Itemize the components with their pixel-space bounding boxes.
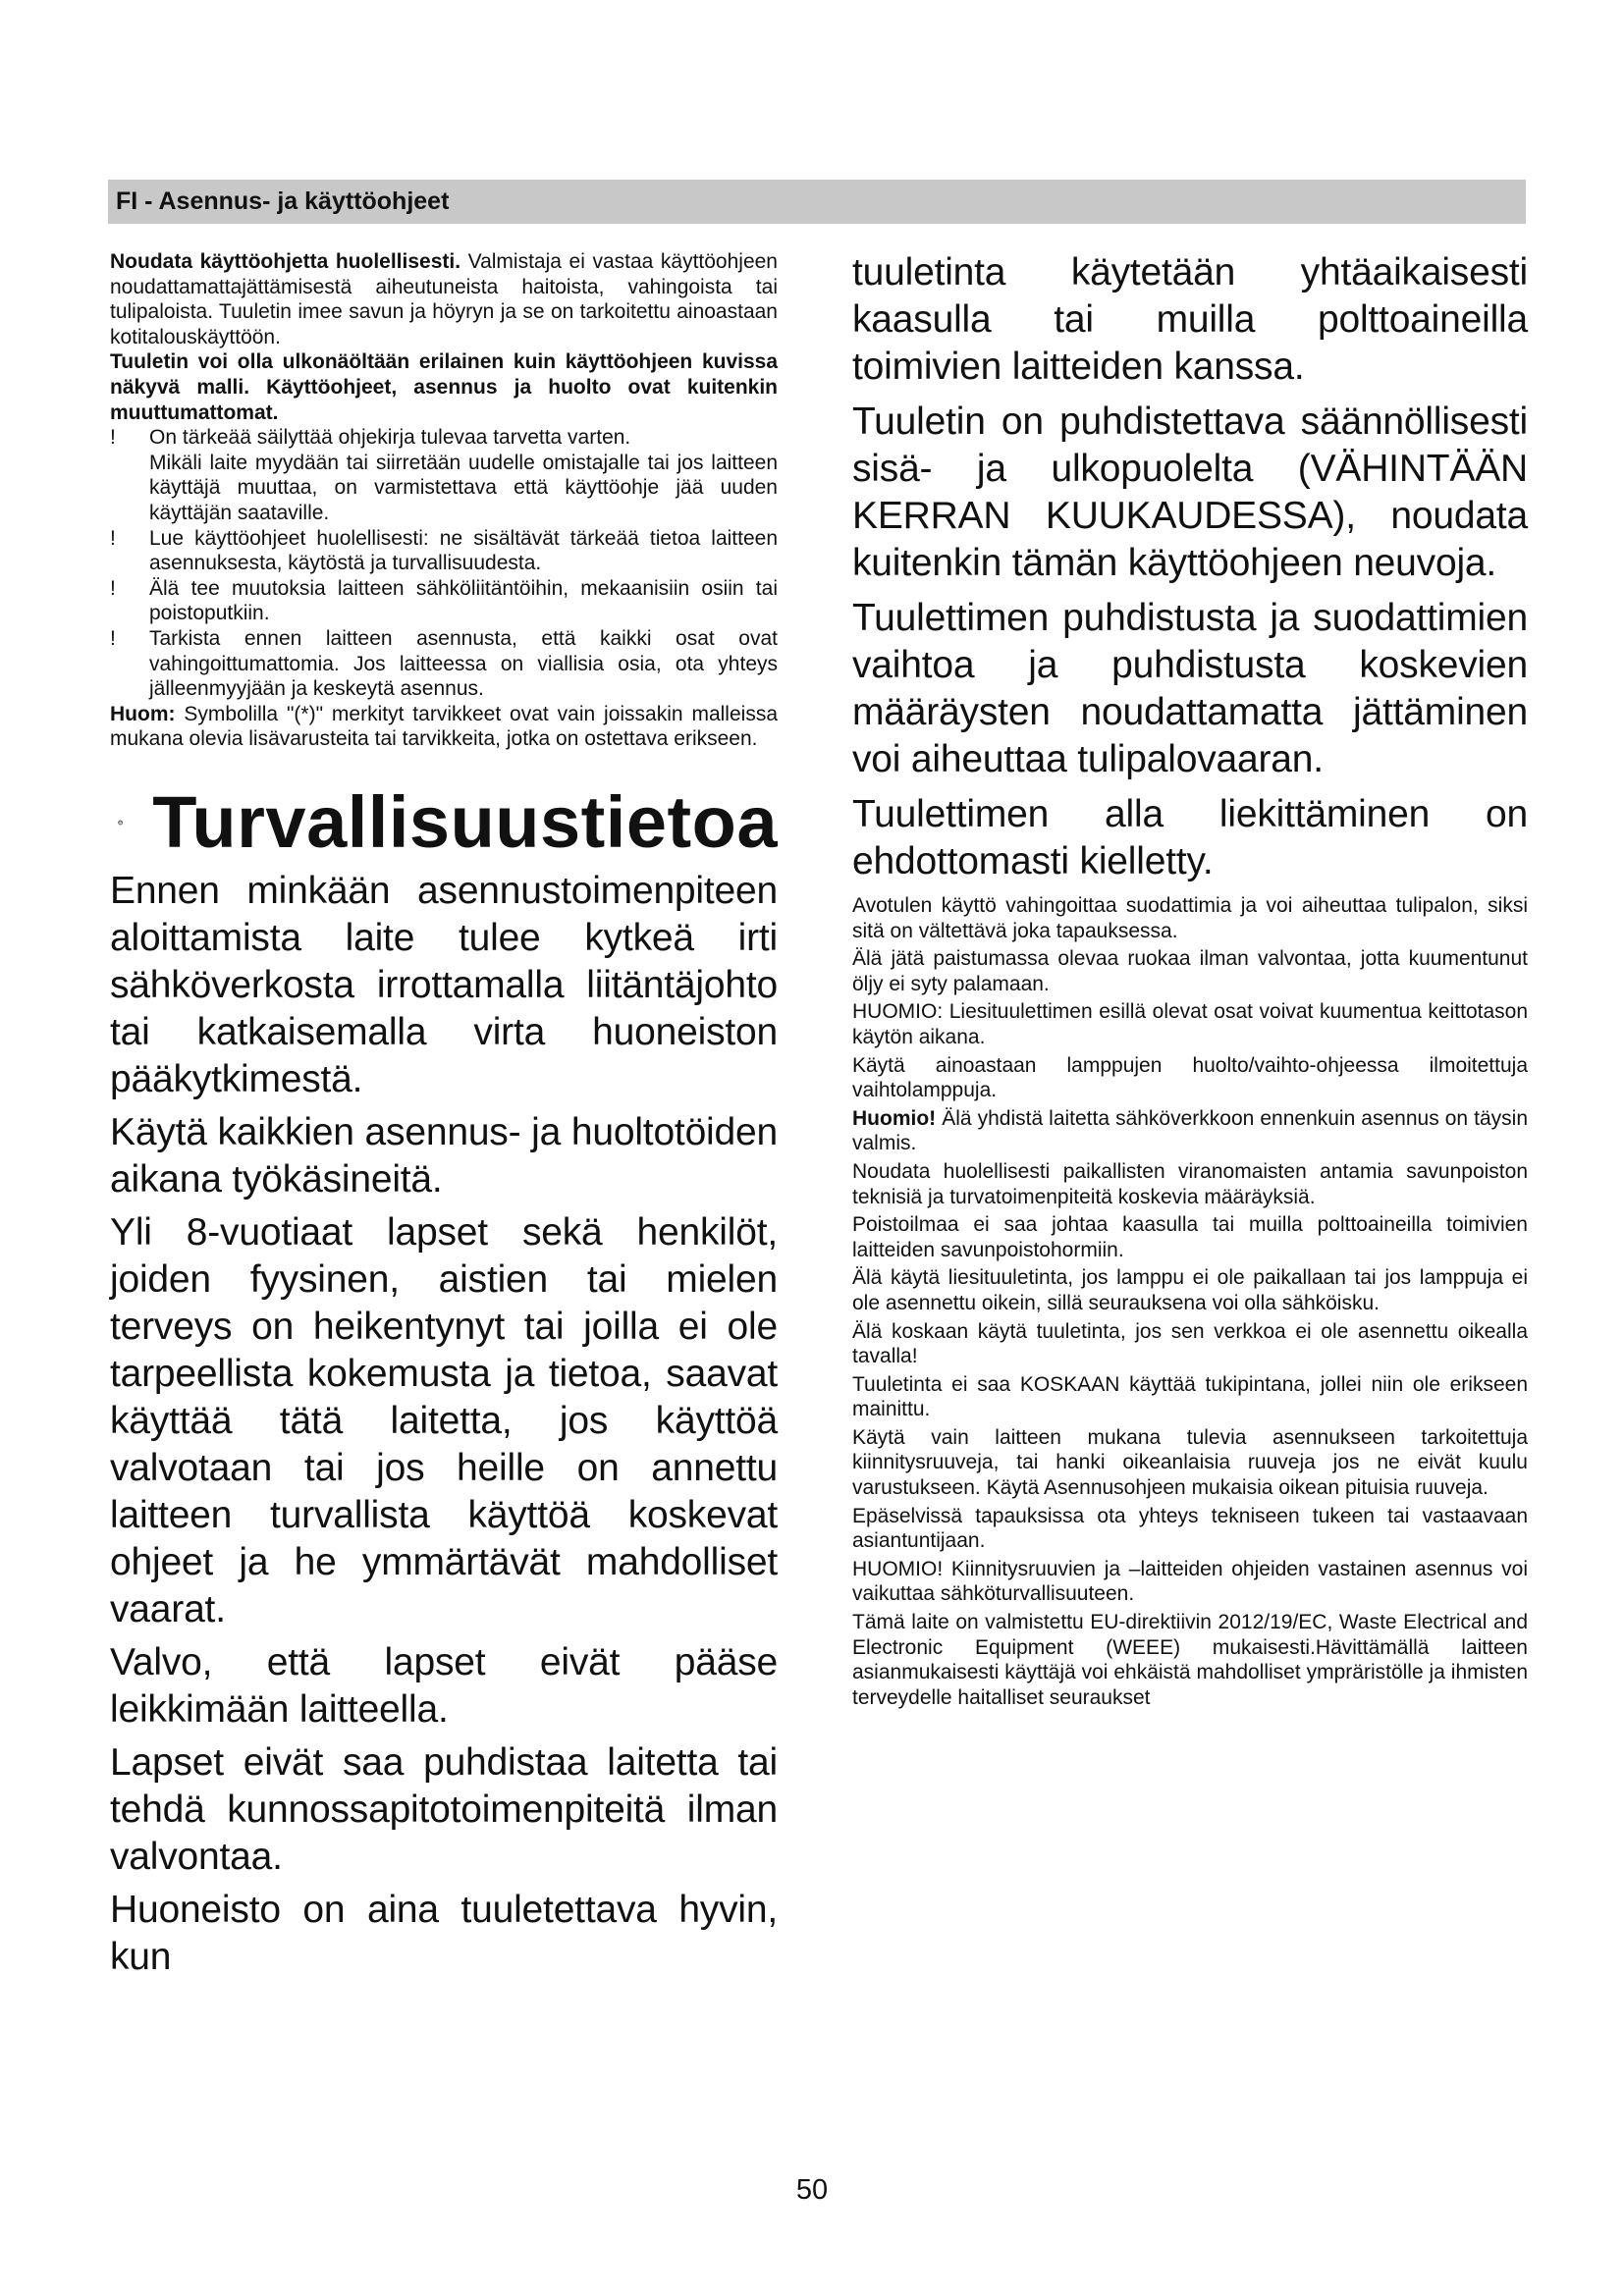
left-column (110, 249, 778, 1987)
section-header-bar (108, 180, 1526, 224)
bullet-text: Mikäli laite myydään tai siirretään uudelle omistajalle tai jos laitteen käyttäjä muuttaa, on varmistettava että käyttöohje jää uuden käyttäjän saataville. (149, 451, 778, 524)
safety-paragraph: Tuulettimen puhdistusta ja suodattimien vaihtoa ja puhdistusta koskevien määräysten noudattamatta jättäminen voi aiheuttaa tulipalovaaran. (852, 597, 1528, 780)
warning-icon (118, 794, 123, 851)
bullet-item (110, 451, 778, 526)
safety-title: Turvallisuustietoa (152, 780, 778, 863)
safety-note-text: Älä jätä paistumassa olevaa ruokaa ilman valvontaa, jotta kuumentunut öljy ei syty palamaan. (852, 947, 1528, 995)
bullet-mark: ! (110, 576, 116, 600)
note-paragraph (110, 702, 778, 752)
intro-bold-lead: Noudata käyttöohjetta huolellisesti. (110, 250, 461, 273)
safety-note-text: Käytä vain laitteen mukana tulevia asennukseen tarkoitettuja kiinnitysruuveja, tai hanki oikeanlaisia ruuveja jos ne eivät kuulu varustukseen. Käytä Asennusohjeen mukaisia oikean pituisia ruuveja. (852, 1425, 1528, 1500)
bullet-text: On tärkeää säilyttää ohjekirja tulevaa tarvetta varten. (149, 426, 631, 450)
safety-note-text: Noudata huolellisesti paikallisten viranomaisten antamia savunpoiston teknisiä ja turvatoimenpiteitä koskevia määräyksiä. (852, 1159, 1528, 1208)
bullet-item (110, 425, 778, 451)
note-label: Huom: (110, 702, 176, 725)
bullet-mark: ! (110, 626, 116, 650)
bullet-text: Tarkista ennen laitteen asennusta, että kaikki osat ovat vahingoittumattomia. Jos laitteessa on viallisia osia, ota yhteys jälleenmyyjään ja keskeytä asennus. (149, 626, 778, 701)
intro-paragraph (110, 249, 778, 349)
intro-bold-paragraph (110, 349, 778, 425)
bullet-item (110, 626, 778, 702)
intro-bold-text: Tuuletin voi olla ulkonäöltään erilainen kuin käyttöohjeen kuvissa näkyvä malli. Käyttöohjeet, asennus ja huolto ovat kuitenkin muuttumattomat. (110, 350, 778, 424)
safety-note (852, 1504, 1528, 1554)
safety-note (852, 1159, 1528, 1209)
safety-note (852, 1106, 1528, 1156)
intro-text: Valmistaja ei vastaa käyttöohjeen noudattamattajättämisestä aiheutuneista haitoista, vahingoista tai tulipaloista. Tuuletin imee savun ja höyryn ja se on tarkoitettu ainoastaan kotitalouskäyttöön. (110, 250, 778, 348)
safety-paragraph: Ennen minkään asennustoimenpiteen aloittamista laite tulee kytkeä irti sähköverkosta irrottamalla liitäntäjohto tai katkaisemalla virta huoneiston pääkytkimestä. (110, 869, 778, 1100)
safety-note (852, 1265, 1528, 1315)
safety-paragraph: tuuletinta käytetään yhtäaikaisesti kaasulla tai muilla polttoaineilla toimivien laitteiden kanssa. (852, 251, 1528, 388)
safety-note (852, 1212, 1528, 1262)
safety-note (852, 1053, 1528, 1103)
safety-note (852, 946, 1528, 996)
safety-paragraph: Huoneisto on aina tuuletettava hyvin, kun (110, 1888, 778, 1978)
bullet-item (110, 576, 778, 626)
safety-note (852, 1372, 1528, 1422)
note-text: Symbolilla "(*)" merkityt tarvikkeet ovat vain joissakin malleissa mukana olevia lisävarusteita tai tarvikkeita, jotka on ostettava erikseen. (110, 702, 778, 751)
safety-note-text: Älä yhdistä laitetta sähköverkkoon ennenkuin asennus on täysin valmis. (852, 1106, 1528, 1155)
safety-note-text: Epäselvissä tapauksissa ota yhteys tekniseen tukeen tai vastaavaan asiantuntijaan. (852, 1504, 1528, 1553)
right-column (852, 249, 1528, 1713)
safety-note-text: Poistoilmaa ei saa johtaa kaasulla tai muilla polttoaineilla toimivien laitteiden savunpoistohormiin. (852, 1213, 1528, 1261)
bullet-item (110, 526, 778, 576)
safety-heading (110, 780, 778, 863)
safety-note (852, 893, 1528, 943)
safety-paragraph: Yli 8-vuotiaat lapset sekä henkilöt, joiden fyysinen, aistien tai mielen terveys on heikentynyt tai joilla ei ole tarpeellista kokemusta ja tietoa, saavat käyttää tätä laitetta, jos käyttöä valvotaan tai jos heille on annettu laitteen turvallista käyttöä koskevat ohjeet ja he ymmärtävät mahdolliset vaarat. (110, 1210, 778, 1630)
section-title: FI - Asennus- ja käyttöohjeet (116, 187, 450, 215)
safety-note-bold: Huomio! (852, 1106, 937, 1130)
safety-note (852, 999, 1528, 1049)
safety-paragraph: Valvo, että lapset eivät pääse leikkimään laitteella. (110, 1640, 778, 1731)
safety-note (852, 1319, 1528, 1369)
bullet-mark: ! (110, 526, 116, 550)
page-number: 50 (795, 2174, 829, 2206)
safety-note-text: Älä koskaan käytä tuuletinta, jos sen verkkoa ei ole asennettu oikealla tavalla! (852, 1319, 1528, 1368)
bullet-text: Älä tee muutoksia laitteen sähköliitäntöihin, mekaanisiin osiin tai poistoputkiin. (149, 576, 778, 625)
safety-note (852, 1557, 1528, 1607)
safety-note-text: Käytä ainoastaan lamppujen huolto/vaihto-ohjeessa ilmoitettuja vaihtolamppuja. (852, 1053, 1528, 1102)
safety-note-text: HUOMIO: Liesituulettimen esillä olevat osat voivat kuumentua keittotason käytön aikana. (852, 1000, 1528, 1048)
safety-note-text: Älä käytä liesituuletinta, jos lamppu ei ole paikallaan tai jos lamppuja ei ole asennettu oikein, sillä seurauksena voi olla sähköisku. (852, 1266, 1528, 1314)
safety-note-text: Avotulen käyttö vahingoittaa suodattimia ja voi aiheuttaa tulipalon, siksi sitä on vältettävä joka tapauksessa. (852, 894, 1528, 942)
safety-paragraph: Tuuletin on puhdistettava säännöllisesti sisä- ja ulkopuolelta (VÄHINTÄÄN KERRAN KUUKAUDESSA), noudata kuitenkin tämän käyttöohjeen neuvoja. (852, 400, 1528, 584)
safety-note-text: Tämä laite on valmistettu EU-direktiivin 2012/19/EC, Waste Electrical and Electronic Equipment (WEEE) mukaisesti.Hävittämällä laitteen asianmukaisesti käyttäjä voi ehkäistä mahdolliset ympräristölle ja ihmisten terveydelle haitalliset seuraukset (852, 1611, 1528, 1709)
safety-paragraph: Tuulettimen alla liekittäminen on ehdottomasti kielletty. (852, 793, 1528, 882)
bullet-mark (110, 451, 149, 526)
safety-note (852, 1610, 1528, 1710)
bullet-mark: ! (110, 426, 116, 450)
safety-note (852, 1425, 1528, 1501)
bullet-text: Lue käyttöohjeet huolellisesti: ne sisältävät tärkeää tietoa laitteen asennuksesta, käytöstä ja turvallisuudesta. (149, 526, 778, 575)
safety-note-text: HUOMIO! Kiinnitysruuvien ja –laitteiden ohjeiden vastainen asennus voi vaikuttaa sähköturvallisuuteen. (852, 1557, 1528, 1606)
safety-note-text: Tuuletinta ei saa KOSKAAN käyttää tukipintana, jollei niin ole erikseen mainittu. (852, 1372, 1528, 1421)
safety-paragraph: Lapset eivät saa puhdistaa laitetta tai tehdä kunnossapitotoimenpiteitä ilman valvontaa. (110, 1740, 778, 1878)
safety-paragraph: Käytä kaikkien asennus- ja huoltotöiden aikana työkäsineitä. (110, 1110, 778, 1201)
